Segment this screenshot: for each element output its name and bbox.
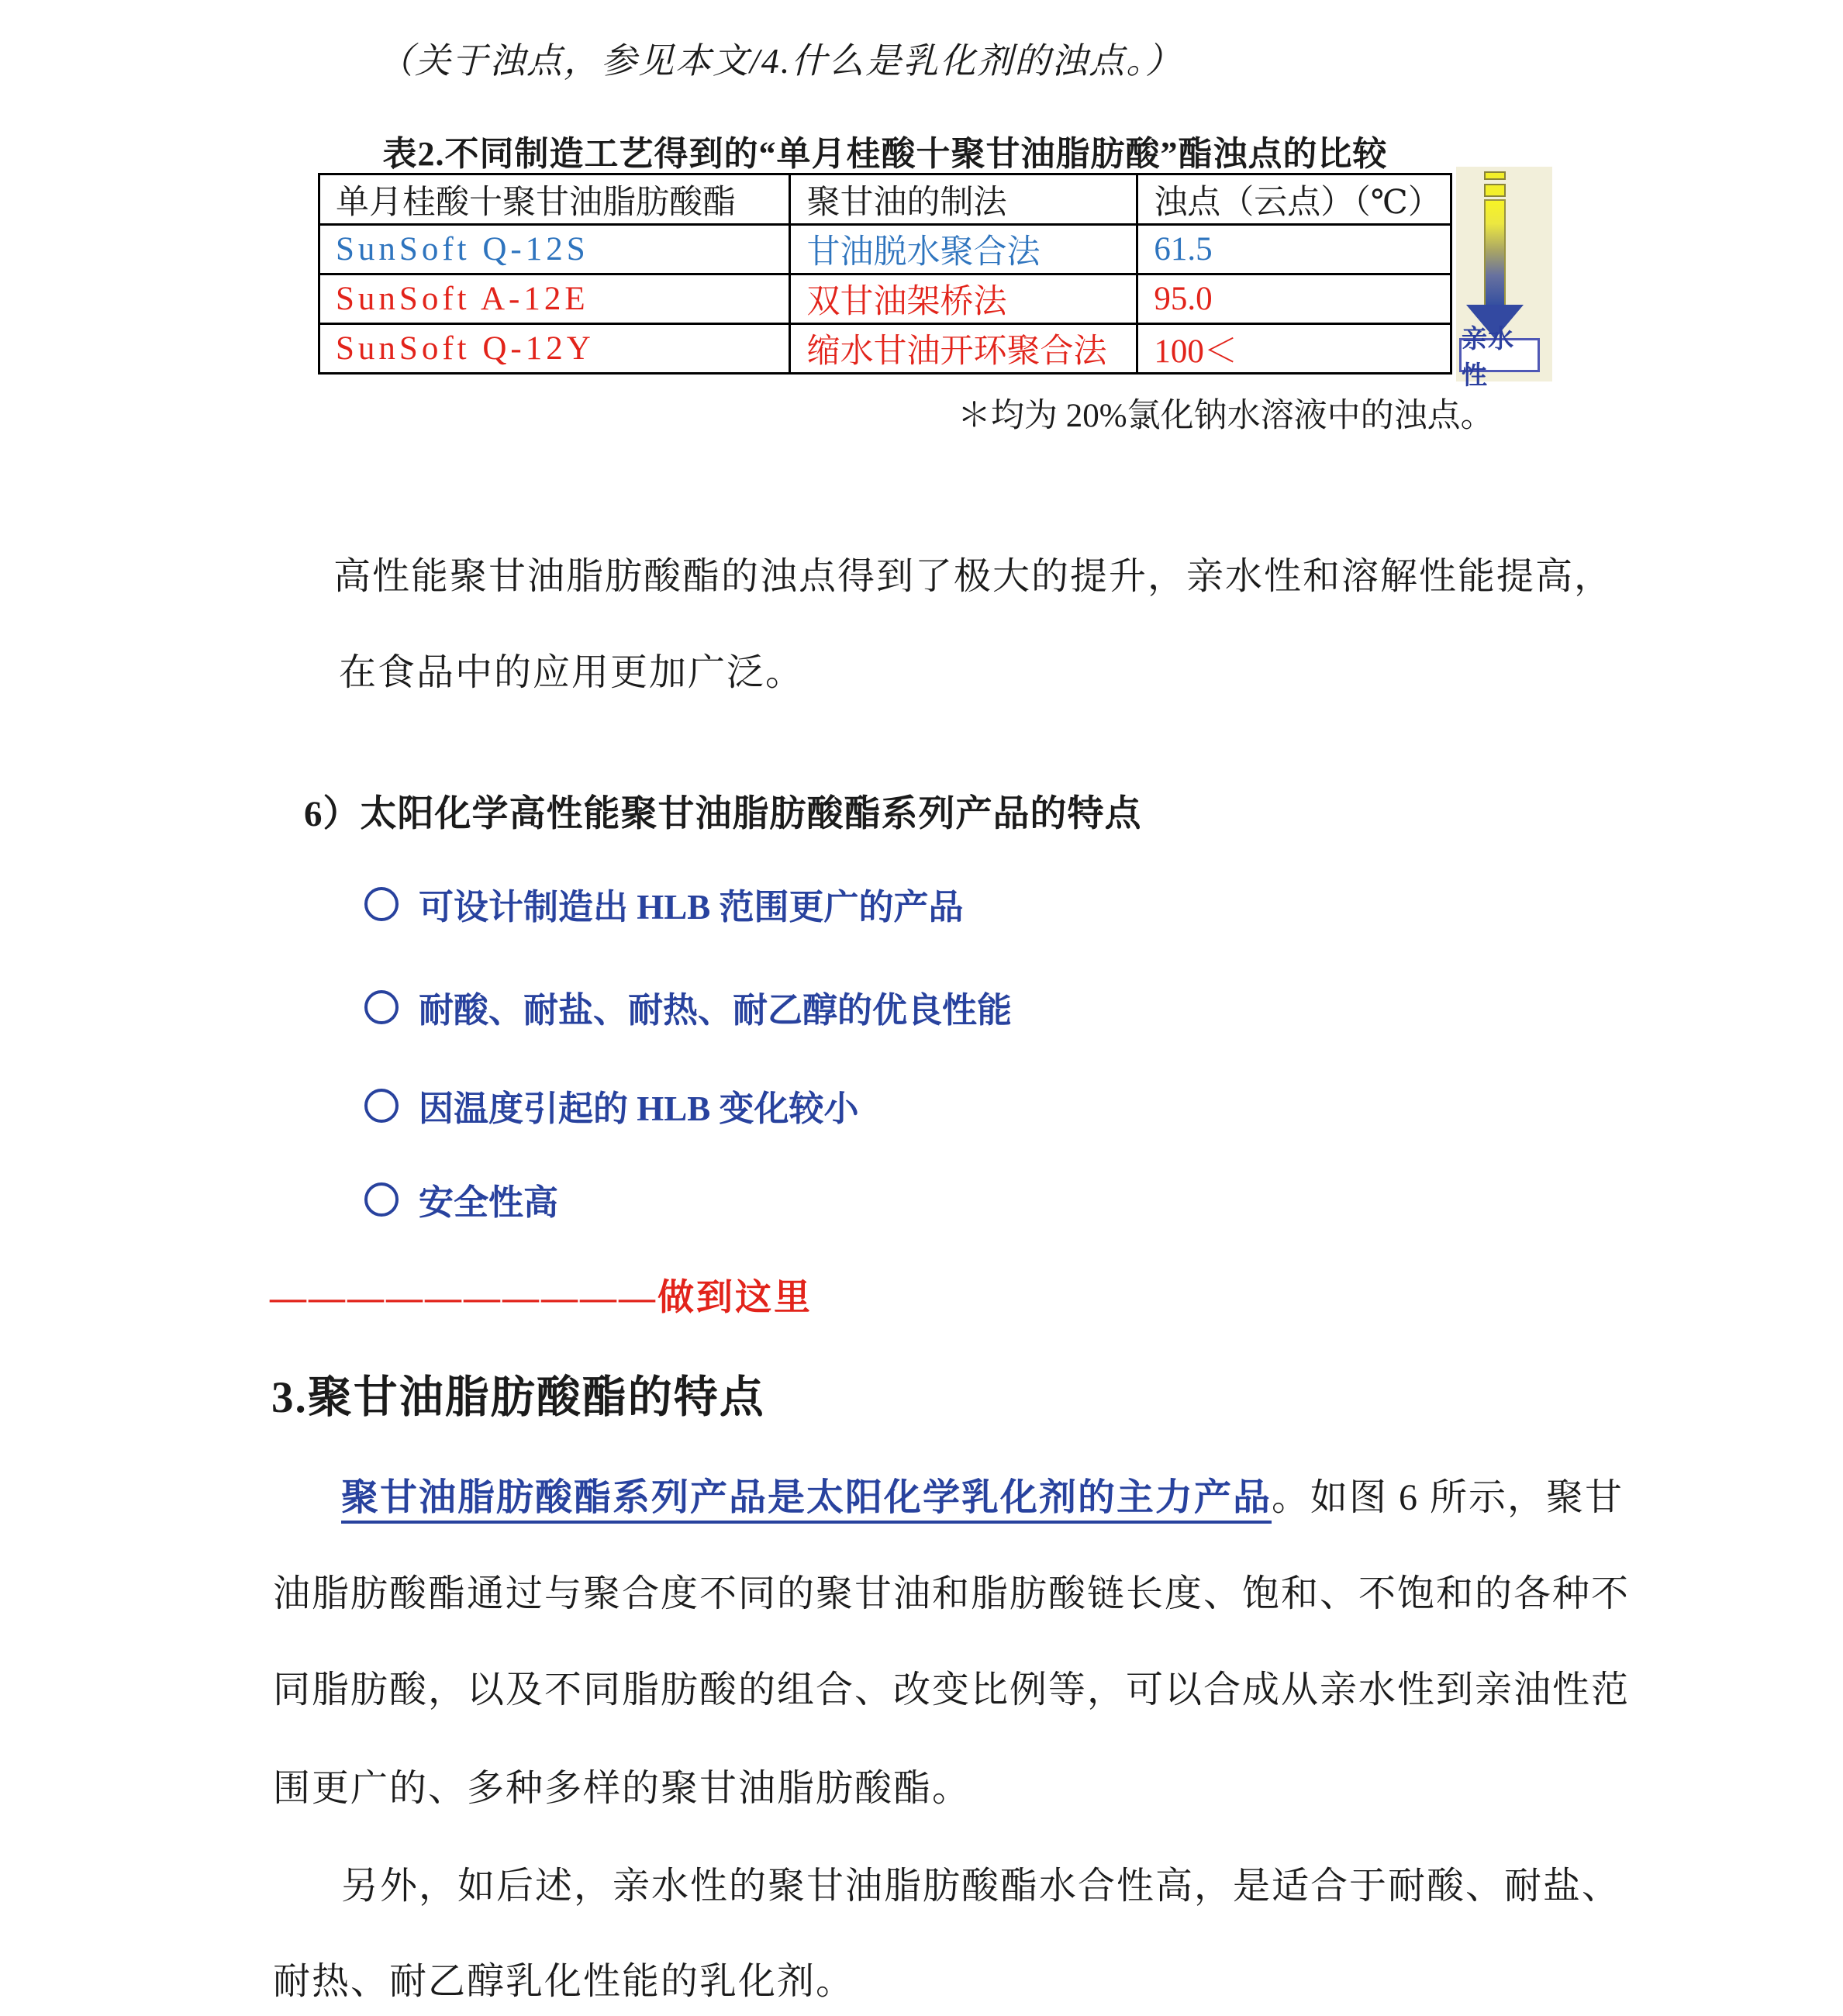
table-title: 表2.不同制造工艺得到的“单月桂酸十聚甘油脂肪酸”酯浊点的比较 <box>382 135 1388 173</box>
bullet-text: 安全性高 <box>419 1183 559 1222</box>
hydrophilic-label: 亲水性 <box>1459 338 1540 372</box>
cell-method: 缩水甘油开环聚合法 <box>790 324 1137 374</box>
circle-bullet-icon <box>364 1089 399 1123</box>
table-row <box>319 274 1451 324</box>
section3-para1-line4: 围更广的、多种多样的聚甘油脂肪酸酯。 <box>273 1768 972 1809</box>
feature-bullet <box>364 982 1012 1032</box>
cell-product: SunSoft A-12E <box>319 274 790 324</box>
col-header-cloud-point: 浊点（云点）（℃） <box>1137 174 1451 225</box>
progress-marker-note: ——————————做到这里 <box>270 1278 813 1318</box>
section3-para1-line2: 油脂肪酸酯通过与聚合度不同的聚甘油和脂肪酸链长度、饱和、不饱和的各种不 <box>273 1573 1631 1614</box>
cloud-point-table <box>318 173 1452 375</box>
cell-cloud-point: 100＜ <box>1137 324 1451 374</box>
col-header-ester: 单月桂酸十聚甘油脂肪酸酯 <box>319 174 790 225</box>
cell-cloud-point: 95.0 <box>1137 274 1451 324</box>
section3-para2-line2: 耐热、耐乙醇乳化性能的乳化剂。 <box>273 1961 855 2002</box>
table-row <box>319 324 1451 374</box>
cell-cloud-point: 61.5 <box>1137 225 1451 274</box>
feature-bullet <box>364 1174 558 1224</box>
circle-bullet-icon <box>364 990 399 1024</box>
section3-para1-line3: 同脂肪酸，以及不同脂肪酸的组合、改变比例等，可以合成从亲水性到亲油性范 <box>273 1669 1631 1710</box>
cell-method: 双甘油架桥法 <box>790 274 1137 324</box>
bullet-text: 耐酸、耐盐、耐热、耐乙醇的优良性能 <box>419 991 1013 1030</box>
paragraph1-line2: 在食品中的应用更加广泛。 <box>339 652 805 693</box>
arrow-dash-icon <box>1484 171 1506 180</box>
feature-bullet <box>364 879 964 929</box>
section6-heading: 6）太阳化学高性能聚甘油脂肪酸酯系列产品的特点 <box>304 794 1142 834</box>
circle-bullet-icon <box>364 1182 399 1217</box>
bullet-text: 可设计制造出 HLB 范围更广的产品 <box>419 888 964 927</box>
section3-para1-line1 <box>341 1467 1624 1521</box>
cell-product: SunSoft Q-12Y <box>319 324 790 374</box>
top-note: （关于浊点，参见本文/4.什么是乳化剂的浊点。） <box>378 41 1183 81</box>
bullet-text: 因温度引起的 HLB 变化较小 <box>419 1089 859 1128</box>
line-text: 。如图 6 所示，聚甘 <box>1272 1477 1624 1518</box>
table-footnote: ＊均为 20%氯化钠水溶液中的浊点。 <box>958 398 1494 434</box>
feature-bullet <box>364 1080 859 1131</box>
arrow-shaft-gradient <box>1484 199 1506 305</box>
paragraph1-line1: 高性能聚甘油脂肪酸酯的浊点得到了极大的提升，亲水性和溶解性能提高， <box>333 556 1613 597</box>
highlighted-sentence: 聚甘油脂肪酸酯系列产品是太阳化学乳化剂的主力产品 <box>341 1477 1272 1518</box>
table-row <box>319 225 1451 274</box>
table-header-row <box>319 174 1451 225</box>
cell-method: 甘油脱水聚合法 <box>790 225 1137 274</box>
arrow-dash-icon <box>1484 184 1506 197</box>
cell-product: SunSoft Q-12S <box>319 225 790 274</box>
section3-heading: 3.聚甘油脂肪酸酯的特点 <box>271 1373 765 1422</box>
section3-para2-line1: 另外，如后述，亲水性的聚甘油脂肪酸酯水合性高，是适合于耐酸、耐盐、 <box>341 1866 1621 1907</box>
hydrophilicity-arrow-graphic <box>1456 167 1552 390</box>
col-header-method: 聚甘油的制法 <box>790 174 1137 225</box>
circle-bullet-icon <box>364 887 399 921</box>
